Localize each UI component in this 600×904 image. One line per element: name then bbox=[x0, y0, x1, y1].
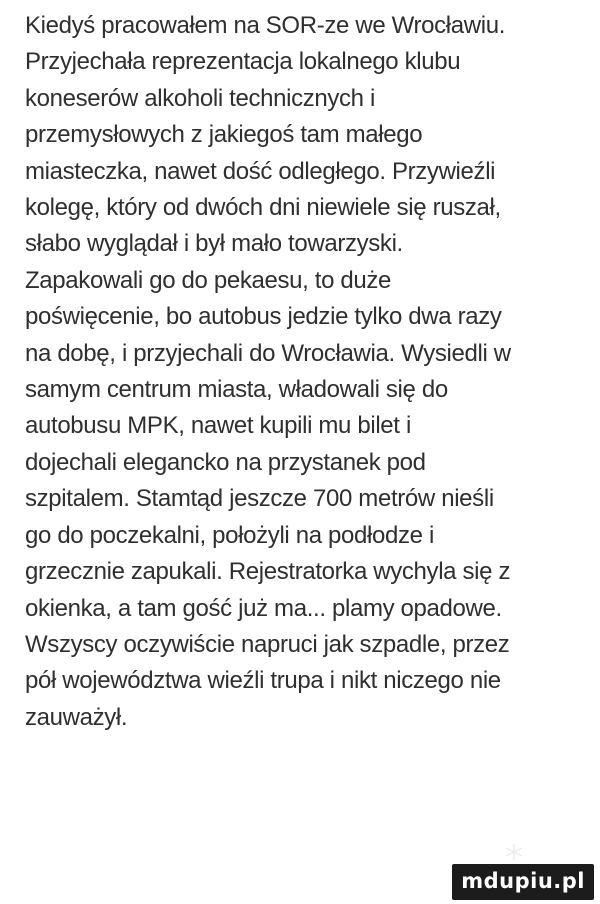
post-line: słabo wyglądał i był mało towarzyski. bbox=[25, 230, 403, 258]
post-line: koneserów alkoholi technicznych i bbox=[25, 84, 375, 112]
post-line: miasteczka, nawet dość odległego. Przywieźli bbox=[25, 157, 496, 185]
post-line: kolegę, który od dwóch dni niewiele się ruszał, bbox=[25, 194, 501, 222]
post-line: zauważył. bbox=[25, 703, 128, 731]
post-line: szpitalem. Stamtąd jeszcze 700 metrów nieśli bbox=[25, 485, 494, 513]
post-line: okienka, a tam gość już ma... plamy opadowe. bbox=[25, 594, 502, 622]
post-line: samym centrum miasta, władowali się do bbox=[25, 376, 448, 404]
post-line: pół województwa wieźli trupa i nikt niczego nie bbox=[25, 667, 501, 695]
post-line: go do poczekalni, położyli na podłodze i bbox=[25, 521, 434, 549]
post-text bbox=[25, 8, 590, 736]
site-watermark bbox=[452, 864, 594, 900]
post-line: przemysłowych z jakiegoś tam małego bbox=[25, 121, 423, 149]
post-line: dojechali elegancko na przystanek pod bbox=[25, 448, 426, 476]
post-line: Zapakowali go do pekaesu, to duże bbox=[25, 266, 392, 294]
post-line: Przyjechała reprezentacja lokalnego klubu bbox=[25, 48, 461, 76]
post-line: grzecznie zapukali. Rejestratorka wychyla się z bbox=[25, 558, 511, 586]
post-line: na dobę, i przyjechali do Wrocławia. Wysiedli w bbox=[25, 339, 511, 367]
post-line: poświęcenie, bo autobus jedzie tylko dwa razy bbox=[25, 303, 502, 331]
post-line: autobusu MPK, nawet kupili mu bilet i bbox=[25, 412, 411, 440]
post-line: Kiedyś pracowałem na SOR-ze we Wrocławiu. bbox=[25, 12, 506, 39]
sparkle-icon bbox=[496, 842, 532, 862]
post-line: Wszyscy oczywiście napruci jak szpadle, przez bbox=[25, 630, 510, 658]
watermark-text: mdupiu.pl bbox=[461, 869, 585, 893]
